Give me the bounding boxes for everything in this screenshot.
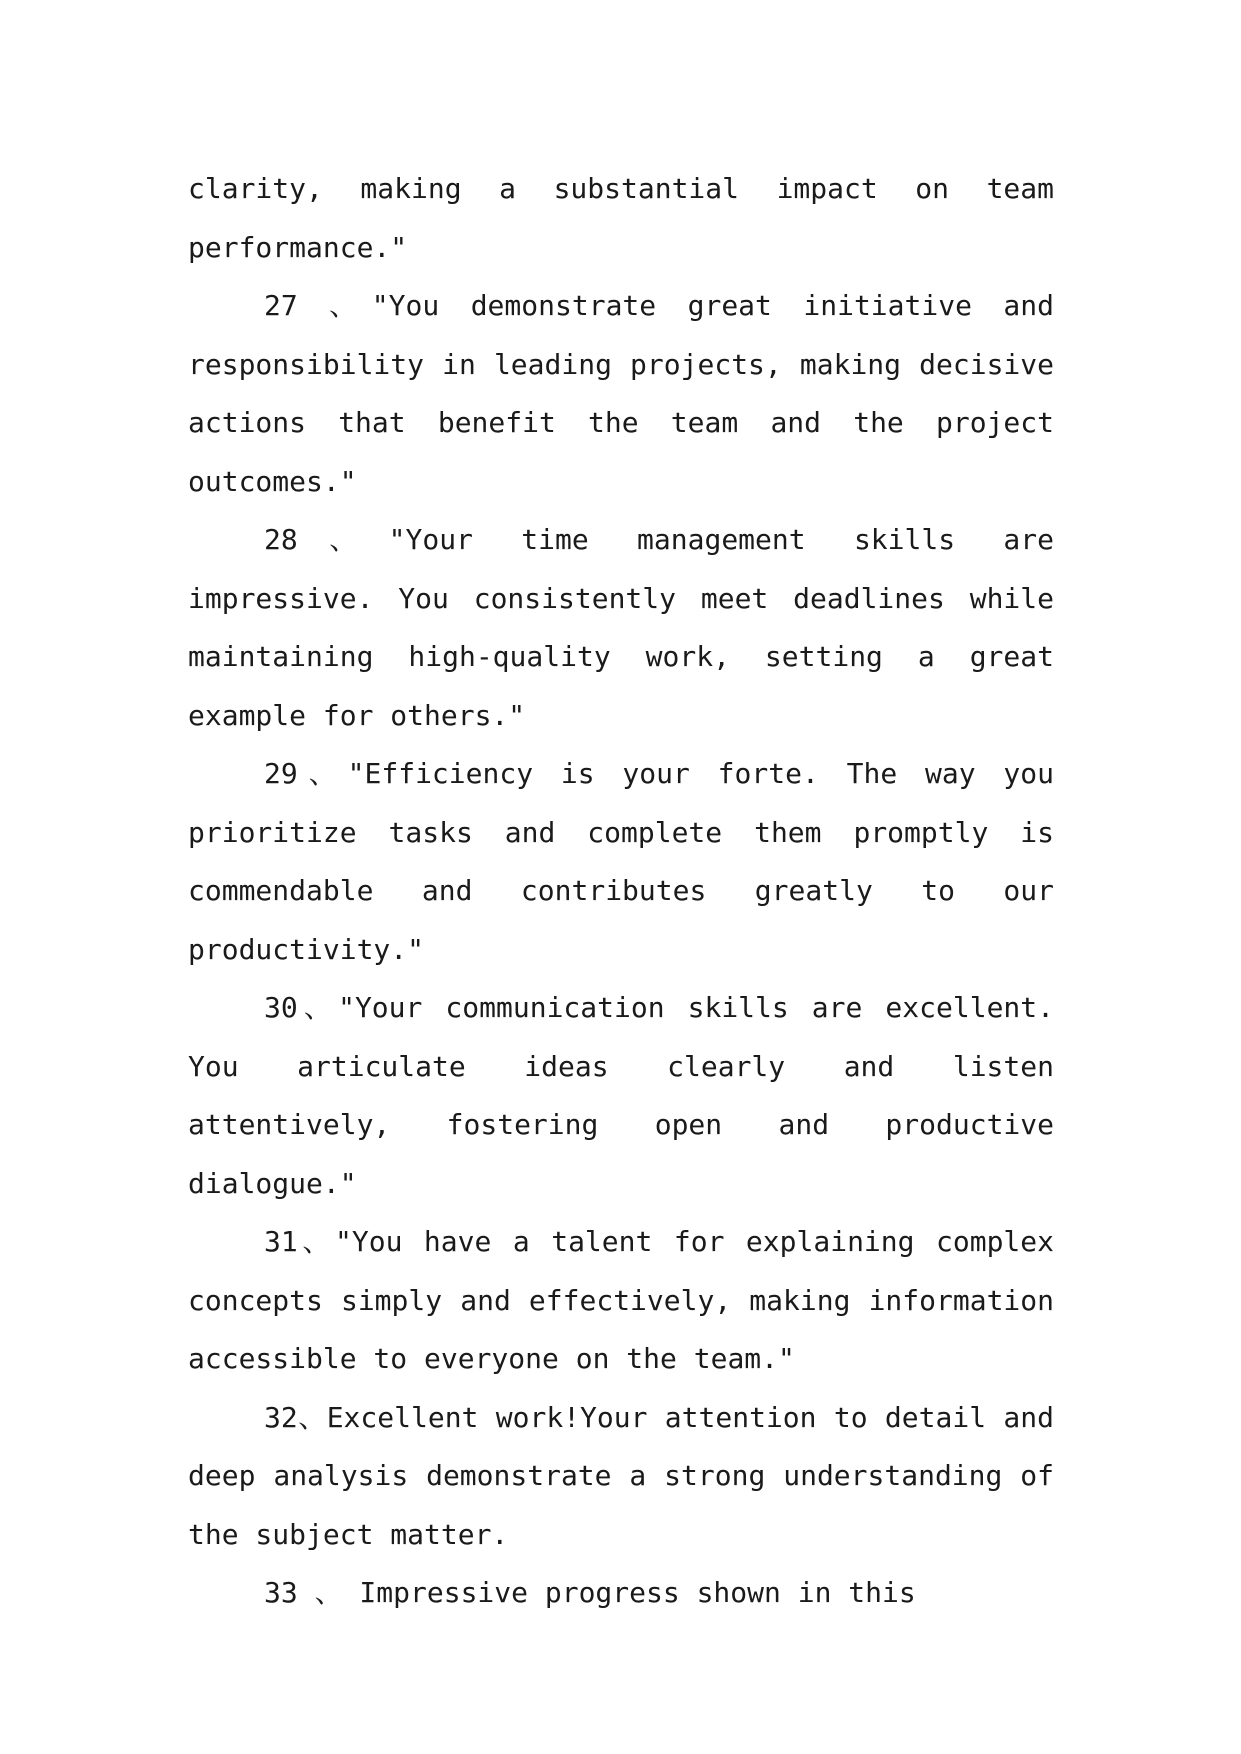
paragraph-28: 28、"Your time management skills are impressive. You consistently meet deadlines while maintaining high-quality work, setting a great example for others." [188, 523, 1054, 732]
paragraph-26-continuation: clarity, making a substantial impact on team performance." [188, 172, 1054, 264]
paragraph-30: 30、"Your communication skills are excellent. You articulate ideas clearly and listen attentively, fostering open and productive dialogue." [188, 991, 1054, 1200]
paragraph-33: 33 、 Impressive progress shown in this [264, 1576, 916, 1609]
paragraph-27: 27 、"You demonstrate great initiative and responsibility in leading projects, making decisive actions that benefit the team and the project outcomes." [188, 289, 1054, 498]
paragraph-32: 32、Excellent work!Your attention to detail and deep analysis demonstrate a strong understanding of the subject matter. [188, 1400, 1054, 1551]
document-body [188, 160, 1054, 1623]
paragraph-31: 31、"You have a talent for explaining complex concepts simply and effectively, making information accessible to everyone on the team." [188, 1225, 1054, 1375]
paragraph-29: 29、"Efficiency is your forte. The way you prioritize tasks and complete them promptly is commendable and contributes greatly to our productivity." [188, 757, 1054, 966]
